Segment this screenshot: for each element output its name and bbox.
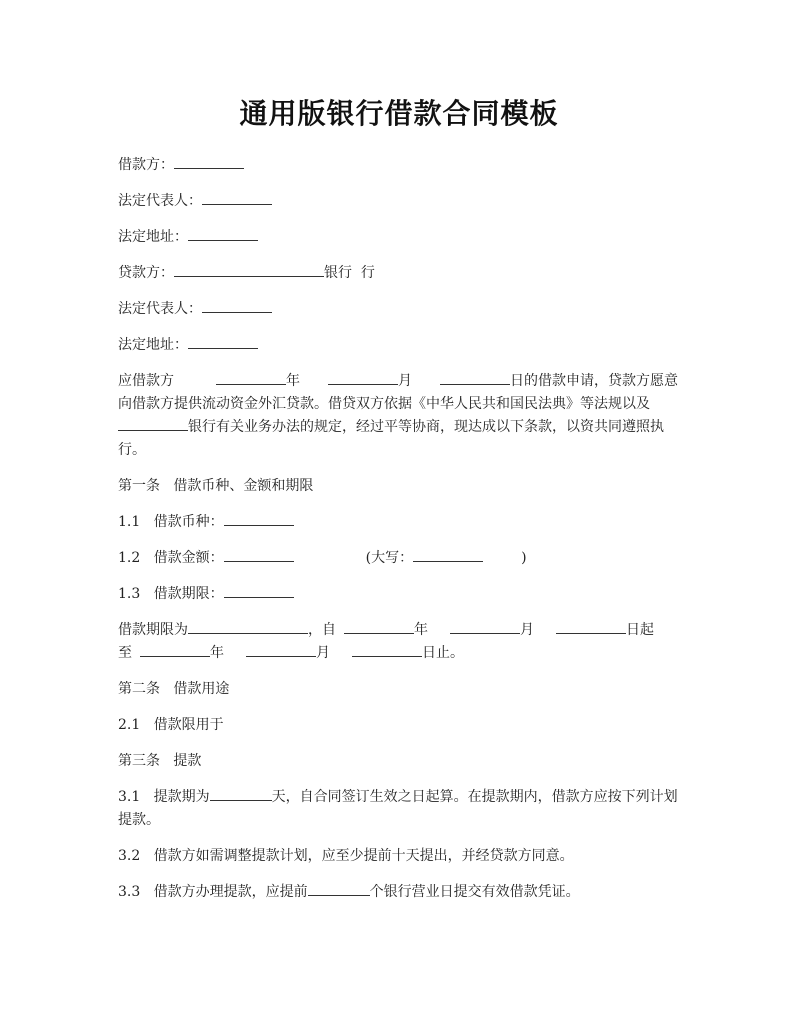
preamble-part3: 银行有关业务办法的规定，经过平等协商，现达成以下条款，以资共同遵照执行。 (118, 419, 664, 458)
article3-heading: 第三条 提款 (118, 753, 202, 769)
currency-blank[interactable] (224, 511, 294, 526)
start-year-blank[interactable] (344, 619, 414, 634)
withdrawal-notice-blank[interactable] (308, 881, 370, 896)
period-paragraph (118, 619, 680, 665)
article1-item3 (118, 583, 680, 606)
withdrawal-days-blank[interactable] (210, 786, 272, 801)
start-month-blank[interactable] (450, 619, 520, 634)
article3-item2: 3.2 借款方如需调整提款计划，应至少提前十天提出，并经贷款方同意。 (118, 848, 574, 864)
period-from: ，自 (308, 622, 336, 638)
period-label: 借款期限为 (118, 622, 188, 638)
article2-heading: 第二条 借款用途 (118, 681, 230, 697)
amount-capital-close: ) (521, 550, 527, 566)
currency-label: 1.1 借款币种： (118, 514, 224, 530)
preamble-paragraph (118, 370, 680, 462)
article1-item1 (118, 511, 680, 534)
lender-rep-blank[interactable] (202, 298, 272, 313)
end-month-label: 月 (316, 645, 330, 661)
amount-capital-blank[interactable] (413, 547, 483, 562)
borrower-addr-label: 法定地址： (118, 229, 188, 245)
withdrawal-period-text: 天，自合同签订生效之日起算。在提款期内，借款方应按下列计划提款。 (118, 789, 678, 828)
bank-name-blank[interactable] (118, 416, 188, 431)
amount-capital-label: (大写： (365, 550, 414, 566)
end-year-label: 年 (210, 645, 224, 661)
application-day-blank[interactable] (440, 370, 510, 385)
start-day-blank[interactable] (556, 619, 626, 634)
lender-line (118, 262, 680, 285)
end-year-blank[interactable] (140, 642, 210, 657)
withdrawal-notice-text: 个银行营业日提交有效借款凭证。 (369, 884, 580, 900)
lender-addr-blank[interactable] (188, 334, 258, 349)
preamble-part2: 日的借款申请，贷款方愿意向借款方提供流动资金外汇贷款。借贷双方依据《中华人民共和国民法典》等法规以及 (118, 373, 678, 412)
term-label: 1.3 借款期限： (118, 586, 224, 602)
borrower-rep-line (118, 190, 680, 213)
borrower-blank[interactable] (174, 154, 244, 169)
article2-item1: 2.1 借款限用于 (118, 717, 224, 733)
borrower-label: 借款方： (118, 157, 174, 173)
lender-blank[interactable] (174, 262, 324, 277)
article1-item2 (118, 547, 680, 570)
withdrawal-period-label: 3.1 提款期为 (118, 789, 210, 805)
borrower-addr-line (118, 226, 680, 249)
lender-rep-line (118, 298, 680, 321)
end-day-label: 日止。 (422, 645, 464, 661)
article3-item1 (118, 786, 680, 832)
preamble-part1: 应借款方 (118, 373, 174, 389)
article1-heading: 第一条 借款币种、金额和期限 (118, 478, 314, 494)
end-month-blank[interactable] (246, 642, 316, 657)
borrower-rep-label: 法定代表人： (118, 193, 202, 209)
lender-addr-line (118, 334, 680, 357)
borrower-addr-blank[interactable] (188, 226, 258, 241)
withdrawal-notice-label: 3.3 借款方办理提款，应提前 (118, 884, 308, 900)
application-month-blank[interactable] (328, 370, 398, 385)
preamble-month: 月 (398, 373, 412, 389)
lender-addr-label: 法定地址： (118, 337, 188, 353)
amount-blank[interactable] (224, 547, 294, 562)
article3-item3 (118, 881, 680, 904)
preamble-year: 年 (286, 373, 300, 389)
lender-rep-label: 法定代表人： (118, 301, 202, 317)
start-year-label: 年 (414, 622, 428, 638)
lender-suffix: 银行 行 (324, 265, 375, 281)
term-blank[interactable] (224, 583, 294, 598)
period-blank[interactable] (188, 619, 308, 634)
borrower-line (118, 154, 680, 177)
period-to: 至 (118, 645, 132, 661)
lender-label: 贷款方： (118, 265, 174, 281)
document-title: 通用版银行借款合同模板 (239, 97, 559, 130)
end-day-blank[interactable] (352, 642, 422, 657)
start-month-label: 月 (520, 622, 534, 638)
borrower-rep-blank[interactable] (202, 190, 272, 205)
amount-label: 1.2 借款金额： (118, 550, 224, 566)
start-day-label: 日起 (626, 622, 654, 638)
application-year-blank[interactable] (216, 370, 286, 385)
